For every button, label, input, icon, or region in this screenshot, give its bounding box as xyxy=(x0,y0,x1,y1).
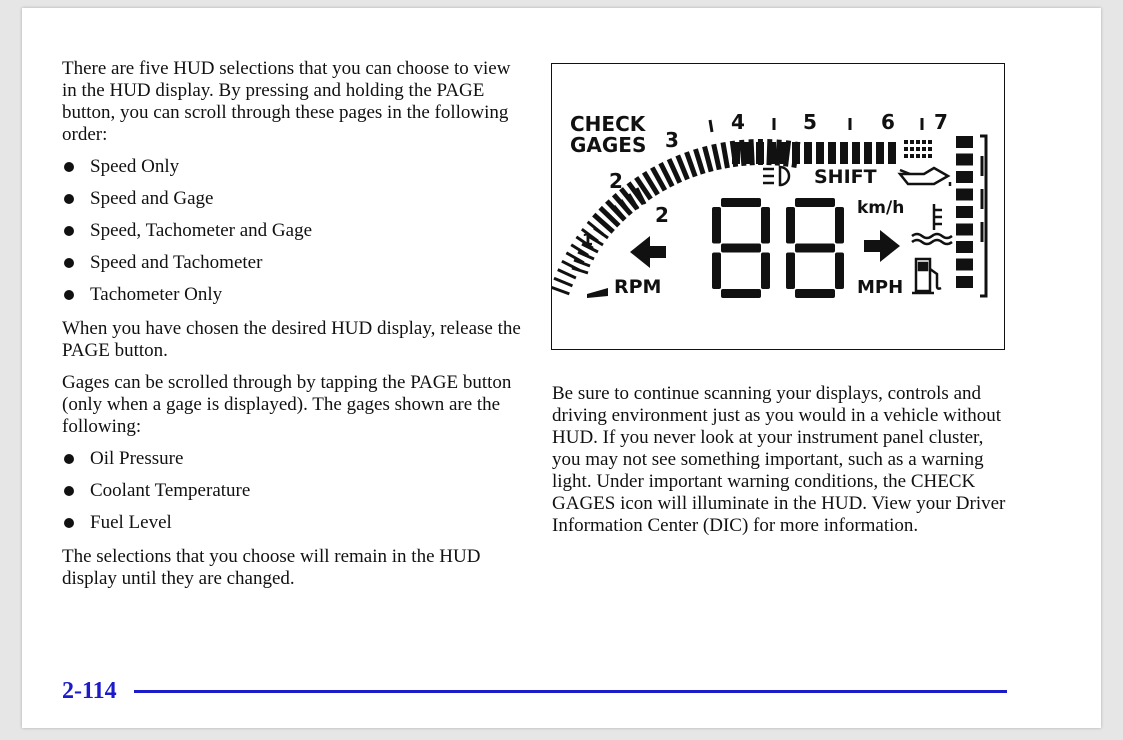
gage-bar-segment xyxy=(956,241,973,253)
bullet-icon xyxy=(64,486,74,496)
tach-tick xyxy=(572,268,588,273)
inner-2-label: 2 xyxy=(655,203,669,227)
tach-number-7: 7 xyxy=(934,110,948,134)
right-column xyxy=(552,383,1007,537)
tach-tick xyxy=(558,270,576,278)
bullet-icon xyxy=(64,454,74,464)
gage-bar-segment xyxy=(956,154,973,166)
seven-segment xyxy=(761,207,770,244)
shift-label: SHIFT xyxy=(814,166,877,188)
list-item: Coolant Temperature xyxy=(62,480,522,512)
tach-tick xyxy=(777,140,779,166)
headlamp-icon xyxy=(763,167,789,185)
list-item: Speed and Gage xyxy=(62,188,522,220)
tach-dot xyxy=(910,140,914,144)
tach-tick xyxy=(695,149,703,174)
tach-tick xyxy=(714,144,720,169)
seven-segment xyxy=(721,244,761,253)
tach-tick xyxy=(723,142,728,168)
scanning-paragraph: Be sure to continue scanning your displays, controls and driving environment just as you would in a vehicle without HUD. If you never look at your instrument panel cluster, you may not see something important, such as a warning light. Under important warning conditions, the CHECK GAGES icon will illuminate in the HUD. View your Driver Information Center (DIC) for more information. xyxy=(552,383,1006,536)
intro-paragraph: There are five HUD selections that you can choose to view in the HUD display. By pressing and holding the PAGE button, you can scroll through these pages in the following order: xyxy=(62,58,511,145)
right-arrow-icon xyxy=(864,230,900,262)
seven-segment xyxy=(795,198,835,207)
gage-bar-segment xyxy=(956,276,973,288)
tach-dot xyxy=(928,140,932,144)
list-item: Speed Only xyxy=(62,156,522,188)
oil-pressure-icon xyxy=(900,168,950,186)
tach-bar xyxy=(840,142,848,164)
gage-list xyxy=(62,448,522,536)
tach-dot xyxy=(916,147,920,151)
tach-bar xyxy=(732,142,740,164)
tach-dot xyxy=(928,154,932,158)
mph-label: MPH xyxy=(857,277,904,298)
tach-number-3: 3 xyxy=(665,128,679,152)
kmh-label: km/h xyxy=(857,198,905,218)
bullet-icon xyxy=(64,258,74,268)
tach-dot xyxy=(910,154,914,158)
tach-bar xyxy=(828,142,836,164)
gage-bar-segment xyxy=(956,189,973,201)
hud-selection-list xyxy=(62,156,522,308)
tach-tick xyxy=(554,278,572,286)
tach-number-1: 1 xyxy=(582,230,594,249)
tach-tick xyxy=(587,288,608,298)
tach-separator xyxy=(710,120,712,132)
seven-segment xyxy=(786,207,795,244)
tach-dot xyxy=(922,147,926,151)
tach-number-5: 5 xyxy=(803,110,817,134)
bullet-icon xyxy=(64,290,74,300)
rpm-label: RPM xyxy=(614,276,662,298)
check-label: CHECK xyxy=(570,112,646,136)
list-item: Oil Pressure xyxy=(62,448,522,480)
tach-bar xyxy=(792,142,800,164)
tach-tick xyxy=(742,140,744,166)
tach-dot xyxy=(916,154,920,158)
tach-dot xyxy=(904,140,908,144)
bullet-icon xyxy=(64,194,74,204)
tach-dot xyxy=(922,140,926,144)
left-arrow-icon xyxy=(630,236,666,268)
manual-page xyxy=(22,8,1101,728)
tach-bar xyxy=(864,142,872,164)
bullet-icon xyxy=(64,518,74,528)
tach-dot xyxy=(904,147,908,151)
gage-bar-segment xyxy=(956,171,973,183)
seven-segment xyxy=(835,207,844,244)
seven-segment xyxy=(761,253,770,290)
tach-number-6: 6 xyxy=(881,110,895,134)
seven-segment xyxy=(786,253,795,290)
tach-bar xyxy=(816,142,824,164)
hud-display-figure xyxy=(551,63,1005,350)
seven-segment xyxy=(835,253,844,290)
coolant-temperature-icon xyxy=(912,204,952,244)
tach-tick xyxy=(552,287,569,294)
list-item: Speed, Tachometer and Gage xyxy=(62,220,522,252)
speed-readout-digits xyxy=(712,198,844,298)
tach-bar xyxy=(804,142,812,164)
seven-segment xyxy=(721,198,761,207)
closing-paragraph: The selections that you choose will remain in the HUD display until they are changed. xyxy=(62,546,481,589)
list-item: Tachometer Only xyxy=(62,284,522,308)
gage-bar-column xyxy=(956,136,986,296)
tach-dot xyxy=(928,147,932,151)
seven-segment xyxy=(721,289,761,298)
tach-tick xyxy=(594,228,608,238)
seven-segment xyxy=(795,244,835,253)
tach-number-2: 2 xyxy=(609,169,623,193)
seven-segment xyxy=(712,207,721,244)
bullet-icon xyxy=(64,162,74,172)
tach-bar xyxy=(888,142,896,164)
tach-number-4: 4 xyxy=(731,110,745,134)
list-item: Fuel Level xyxy=(62,512,522,536)
hud-illustration xyxy=(552,64,1006,351)
gage-bar-segment xyxy=(956,206,973,218)
gage-bar-segment xyxy=(956,224,973,236)
release-paragraph: When you have chosen the desired HUD display, release the PAGE button. xyxy=(62,318,521,361)
tach-dot xyxy=(922,154,926,158)
gages-label: GAGES xyxy=(570,133,647,157)
page-number: 2-114 xyxy=(62,678,117,704)
list-item: Speed and Tachometer xyxy=(62,252,522,284)
tach-dot xyxy=(904,154,908,158)
seven-segment xyxy=(795,289,835,298)
footer-rule xyxy=(134,690,1007,693)
tach-dot xyxy=(910,147,914,151)
tach-bar xyxy=(768,142,776,164)
tach-bar xyxy=(876,142,884,164)
left-column xyxy=(62,58,522,600)
gage-bar-segment xyxy=(956,136,973,148)
tach-bar xyxy=(780,142,788,164)
seven-segment xyxy=(712,253,721,290)
tach-tick xyxy=(687,152,696,176)
tach-dot xyxy=(916,140,920,144)
tach-bar xyxy=(744,142,752,164)
tach-bar xyxy=(852,142,860,164)
tach-bar xyxy=(756,142,764,164)
bullet-icon xyxy=(64,226,74,236)
gage-bar-segment xyxy=(956,259,973,271)
fuel-level-icon xyxy=(912,259,941,293)
gages-intro-paragraph: Gages can be scrolled through by tapping the PAGE button (only when a gage is displayed). The gages shown are the following: xyxy=(62,372,512,437)
tach-tick xyxy=(705,146,712,171)
